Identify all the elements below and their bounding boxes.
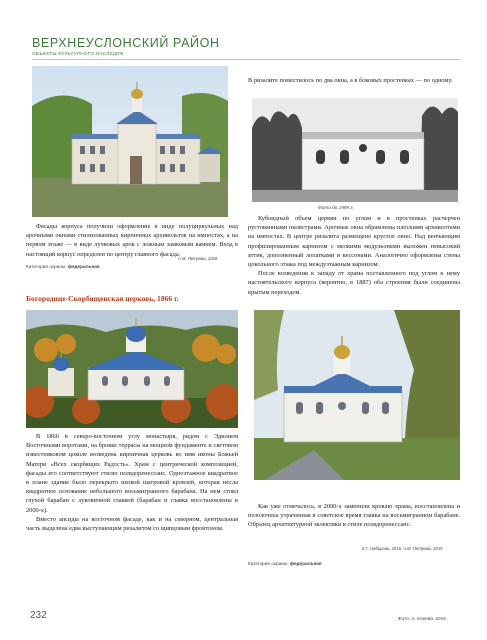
left-text-block-2 — [26, 432, 238, 533]
photo-church-archive — [252, 98, 458, 202]
category-value: федеральная — [67, 264, 100, 269]
right-intro-paragraph: В ризалите поместилось по два окна, а в боковых простенках — по одному. — [248, 77, 453, 84]
protection-category-1 — [26, 264, 100, 269]
photo-church-autumn — [26, 310, 238, 428]
header-divider — [32, 59, 460, 60]
right-paragraph-2: После возведения к западу от храма поставленного под углом к нему настоятельского корпуса (вероятно, в 1887) оба строения были соединены крытым переходом. — [248, 270, 460, 296]
right-paragraph-restoration: Как уже отмечалось, в 2000-х заменили кровлю храма, восстановлена и позолочена утраченная в советское время главка на восьмигранном барабане. Образец архитектурной эклектики в стиле псевдоренессанс. — [248, 503, 460, 529]
category-value: федеральная — [289, 561, 322, 566]
right-text-block — [248, 214, 460, 297]
protection-category-2 — [248, 561, 322, 566]
right-intro-text — [248, 76, 458, 85]
right-paragraph-1: Кубоидный объем церкви по углам и в простенках расчерчен рустованными пилястрами. Арочные окна обрамлены плоскими архиволтами на импостах. В центре ризалита размещено круглое окно. Над венчающим профилированным карнизом с мелкими модульонами выложен невысокий аттик, дополненный лопатками и кессонами. Аналогично оформлены стены цокольного этажа под междуэтажным карнизом. — [248, 215, 460, 269]
left-text-block-1 — [26, 222, 238, 259]
section-heading-church: Богородице-Скорбященская церковь, 1866 г. — [26, 294, 179, 303]
right-text-block-bottom — [248, 502, 460, 530]
page-number: 232 — [30, 610, 47, 621]
left-paragraph-facades: Фасады корпуса получили оформление в виде полуциркульных над арочными окнами стилизованных кирпичных архивольтов на импостах, а на первом этаже — в виде лучковых арок с ложным замковым камнем. Вход в настоящий корпус определен по центру главного фасада. — [26, 223, 238, 258]
photo-church-gold-dome — [254, 310, 460, 480]
photo-caption-archive: Фото до 1999 г. — [318, 205, 354, 210]
photo-monastery-corps — [32, 66, 228, 217]
left-paragraph-east-facade: Вместо апсиды на восточном фасаде, как и на северном, центральная часть выделена едва выступающим ризалитом со щипцовым фронтоном. — [26, 515, 238, 533]
footer-photo-credit: Фото: А. Клеева, 2016 — [398, 616, 446, 621]
photo-credit-2: Е.Г. Набирова, 2016; А.М. Петрова, 2019 — [362, 546, 443, 551]
page-section-subtitle: ОБЪЕКТЫ КУЛЬТУРНОГО НАСЛЕДИЯ — [32, 51, 124, 56]
category-label: Категория охраны: — [26, 264, 67, 269]
page-section-title: ВЕРХНЕУСЛОНСКИЙ РАЙОН — [32, 36, 220, 50]
category-label: Категория охраны: — [248, 561, 289, 566]
left-paragraph-history: В 1866 в северо-восточном углу монастыря, рядом с Эдилием Восточными воротами, на бровке террасы на мощном фундаменте и световом известняковом цоколе возведена кирпичная церковь во имя иконы Божьей Матери «Всех скорбящих Радость». Храм с центрической композицией, фасады его соответствуют стилю псевдоренессанс. Одноэтажное квадратное в плане здание было перекрыто низкой шатровой кровлей, которая несла квадратное основание небольшого восьмигранного барабана. На нем стоял глухой барабан с луковичной главкой (барабан и главка восстановлены в 2000-х). — [26, 433, 238, 514]
photo-credit-1: А.М. Петрова, 2018 — [178, 256, 218, 261]
